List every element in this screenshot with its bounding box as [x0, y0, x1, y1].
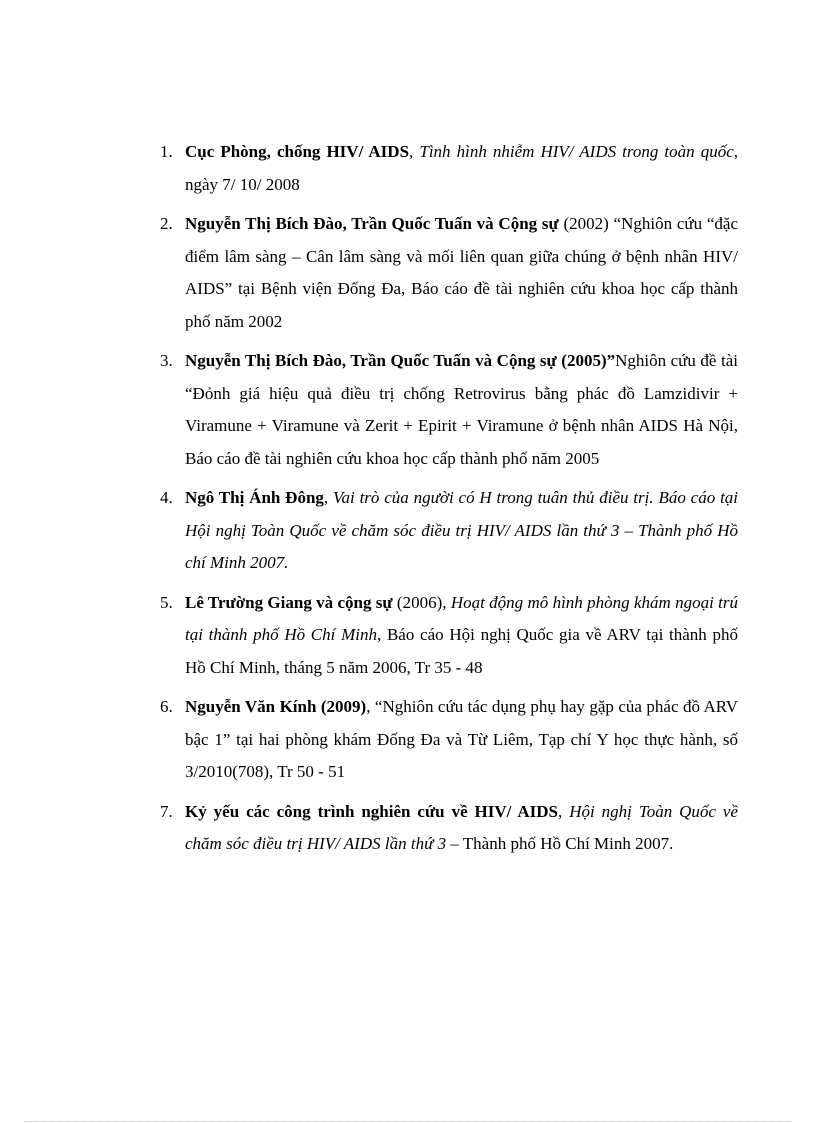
- reference-number: 6.: [160, 697, 173, 716]
- reference-detail: (2002) “Nghiôn cứu “đặc điểm lâm sàng – Cân lâm sàng và mối liên quan giữa chúng ở bệnh nhân HIV/ AIDS” tại Bệnh viện Đống Đa, Báo cáo đề tài nghiên cứu khoa học cấp thành phố năm 2002: [185, 214, 739, 331]
- reference-author: Nguyễn Thị Bích Đào, Trần Quốc Tuấn và Cộng sự: [185, 214, 559, 233]
- reference-item: [160, 208, 738, 338]
- reference-detail: ,: [323, 488, 334, 507]
- reference-author: Kỷ yếu các công trình nghiên cứu về HIV/ AIDS: [185, 801, 559, 821]
- reference-text: [185, 482, 738, 580]
- reference-title: Hội nghị Toàn Quốc về chăm sóc điều trị HIV/ AIDS lần thứ 3: [185, 801, 739, 853]
- reference-detail: , Báo cáo Hội nghị Quốc gia về ARV tại thành phố Hồ Chí Minh, tháng 5 năm 2006, Tr 35 - 48: [185, 625, 738, 677]
- page-bottom-divider: [24, 1121, 792, 1122]
- reference-detail: , “Nghiôn cứu tác dụng phụ hay gặp của phác đồ ARV bậc 1” tại hai phòng khám Đống Đa và Từ Liêm, Tạp chí Y học thực hành, số 3/2010(708), Tr 50 - 51: [185, 697, 738, 781]
- reference-text: [185, 345, 738, 475]
- reference-item: [160, 482, 738, 580]
- reference-text: [185, 587, 738, 685]
- reference-detail: (2006): [392, 592, 443, 612]
- reference-detail: ,: [558, 801, 570, 821]
- reference-number: 7.: [160, 801, 173, 821]
- reference-item: [160, 796, 738, 861]
- reference-item: [160, 587, 738, 685]
- reference-list: [160, 136, 738, 868]
- reference-number: 3.: [160, 351, 173, 370]
- reference-detail: ,: [409, 142, 420, 161]
- reference-text: [185, 208, 738, 338]
- reference-detail: – Thành phố Hồ Chí Minh 2007.: [446, 834, 674, 853]
- reference-author: Ngô Thị Ánh Đông: [185, 488, 324, 507]
- reference-number: 2.: [160, 214, 173, 233]
- reference-item: [160, 345, 738, 475]
- reference-detail: , ngày 7/ 10/ 2008: [185, 142, 739, 194]
- reference-author: Cục Phòng, chống HIV/ AIDS: [185, 142, 410, 161]
- reference-title: , Hoạt động mô hình phòng khám ngoại trú tại thành phố Hồ Chí Minh: [185, 592, 738, 644]
- reference-title: Vai trò của người có H trong tuân thủ điều trị. Báo cáo tại Hội nghị Toàn Quốc về chăm sóc điều trị HIV/ AIDS lần thứ 3 – Thành phố Hồ chí Minh 2007.: [185, 488, 739, 572]
- reference-item: [160, 691, 738, 789]
- reference-text: [185, 796, 738, 861]
- reference-text: [185, 136, 738, 201]
- reference-author: Nguyễn Văn Kính (2009): [185, 697, 367, 716]
- reference-detail: Nghiôn cứu đề tài “Đỏnh giá hiệu quả điều trị chống Retrovirus bằng phác đồ Lamzidivir + Viramune + Viramune và Zerit + Epirit + Viramune ở bệnh nhân AIDS Hà Nội, Báo cáo đề tài nghiên cứu khoa học cấp thành phố năm 2005: [185, 351, 739, 468]
- reference-number: 4.: [160, 488, 173, 507]
- reference-author: Lê Trường Giang và cộng sự: [185, 592, 393, 612]
- reference-item: [160, 136, 738, 201]
- reference-number: 5.: [160, 592, 173, 612]
- reference-title: Tình hình nhiễm HIV/ AIDS trong toàn quốc: [419, 142, 734, 161]
- reference-number: 1.: [160, 142, 173, 161]
- reference-author: Nguyễn Thị Bích Đào, Trần Quốc Tuấn và Cộng sự (2005)”: [185, 351, 616, 370]
- reference-text: [185, 691, 738, 789]
